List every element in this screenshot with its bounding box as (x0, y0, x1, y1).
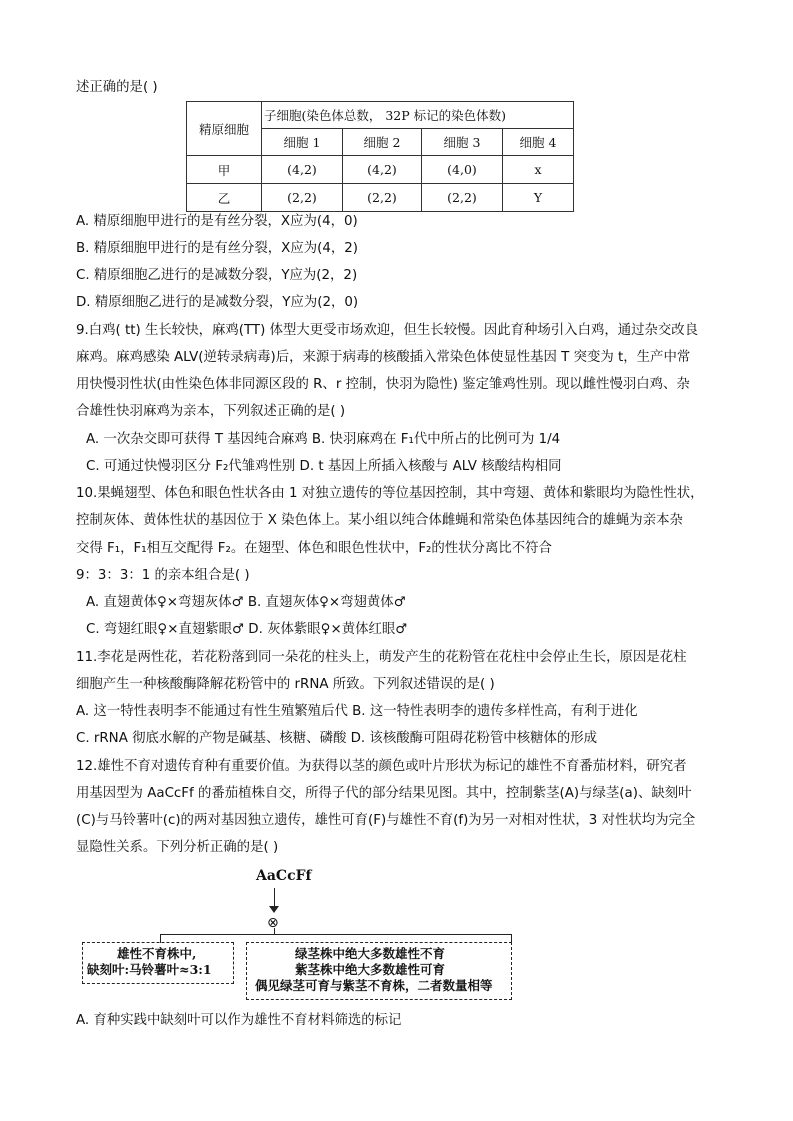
table-cell: (4,2) (343, 156, 422, 184)
table-col-header: 细胞 2 (343, 129, 422, 156)
table-col-header: 细胞 4 (503, 129, 574, 156)
table-cell: Y (503, 184, 574, 212)
box-line: 紫茎株中绝大多数雄性可育 (295, 962, 446, 977)
table-col-header: 细胞 1 (262, 129, 343, 156)
q10-stem-line: 10.果蝇翅型、体色和眼色性状各由 1 对独立遗传的等位基因控制，其中弯翅、黄体和紫眼均为隐性性状， (76, 486, 704, 501)
q10-options-cd: C. 弯翅红眼♀×直翅紫眼♂ D. 灰体紫眼♀×黄体红眼♂ (86, 622, 408, 637)
table-cell: (4,0) (422, 156, 503, 184)
q9-options-ab: A. 一次杂交即可获得 T 基因纯合麻鸡 B. 快羽麻鸡在 F₁代中所占的比例可为 1/4 (86, 432, 561, 447)
q11-stem-line: 11.李花是两性花，若花粉落到同一朵花的柱头上，萌发产生的花粉管在花柱中会停止生长，原因是花柱 (76, 650, 687, 665)
q8-option-a: A. 精原细胞甲进行的是有丝分裂，X应为(4，0) (76, 214, 358, 229)
table-row-label: 乙 (187, 184, 262, 212)
q11-options-ab: A. 这一特性表明李不能通过有性生殖繁殖后代 B. 这一特性表明李的遗传多样性高，有利于进化 (76, 704, 638, 719)
parent-genotype: AaCcFf (256, 868, 312, 884)
box-line: 绿茎株中绝大多数雄性不育 (295, 946, 446, 961)
table-cell: (4,2) (262, 156, 343, 184)
q9-stem-line: 用快慢羽性状(由性染色体非同源区段的 R、r 控制，快羽为隐性) 鉴定雏鸡性别。现以雌性慢羽白鸡、杂 (76, 377, 690, 392)
q8-option-d: D. 精原细胞乙进行的是减数分裂，Y应为(2，0) (76, 295, 359, 310)
q12-stem-line: 显隐性关系。下列分析正确的是( ) (76, 840, 279, 855)
box-line: 偶见绿茎可育与紫茎不育株，二者数量相等 (255, 978, 493, 993)
male-sterile-result-box (82, 942, 234, 984)
question-stem-continuation: 述正确的是( ) (76, 80, 158, 95)
arrow-down-icon (269, 906, 279, 913)
q10-stem-line: 9：3：3：1 的亲本组合是( ) (76, 568, 250, 583)
selfing-symbol: ⊗ (267, 915, 279, 931)
q12-stem-line: (C)与马铃薯叶(c)的两对基因独立遗传，雄性可育(F)与雄性不育(f)为另一对相对性状，3 对性状均为完全 (76, 813, 696, 828)
q11-options-cd: C. rRNA 彻底水解的产物是碱基、核糖、磷酸 D. 该核酸酶可阻碍花粉管中核糖体的形成 (76, 731, 598, 746)
q8-option-c: C. 精原细胞乙进行的是减数分裂，Y应为(2，2) (76, 268, 358, 283)
table-cell: x (503, 156, 574, 184)
box-line: 雄性不育株中, (117, 946, 197, 961)
q10-stem-line: 交得 F₁，F₁相互交配得 F₂。在翅型、体色和眼色性状中，F₂的性状分离比不符合 (76, 541, 552, 556)
table-cell: (2,2) (343, 184, 422, 212)
table-row-label: 甲 (187, 156, 262, 184)
q9-stem-line: 9.白鸡( tt) 生长较快，麻鸡(TT) 体型大更受市场欢迎，但生长较慢。因此育种场引入白鸡，通过杂交改良 (76, 323, 699, 338)
q12-option-a: A. 育种实践中缺刻叶可以作为雄性不育材料筛选的标记 (76, 1013, 402, 1028)
table-cell: (2,2) (422, 184, 503, 212)
table-cell: (2,2) (262, 184, 343, 212)
cell-data-table (186, 101, 574, 212)
q8-option-b: B. 精原细胞甲进行的是有丝分裂，X应为(4，2) (76, 241, 358, 256)
q9-stem-line: 合雄性快羽麻鸡为亲本，下列叙述正确的是( ) (76, 404, 346, 419)
q10-stem-line: 控制灰体、黄体性状的基因位于 X 染色体上。某小组以纯合体雌蝇和常染色体基因纯合的雄蝇为亲本杂 (76, 513, 683, 528)
cross-diagram (80, 868, 510, 1003)
q12-stem-line: 用基因型为 AaCcFf 的番茄植株自交，所得子代的部分结果见图。其中，控制紫茎(A)与绿茎(a)、缺刻叶 (76, 786, 692, 801)
table-corner-header: 精原细胞 (187, 102, 262, 156)
box-line: 缺刻叶:马铃薯叶≈3:1 (87, 962, 212, 977)
q12-stem-line: 12.雄性不育对遗传育种有重要价值。为获得以茎的颜色或叶片形状为标记的雄性不育番茄材料，研究者 (76, 759, 687, 774)
table-col-header: 细胞 3 (422, 129, 503, 156)
q9-options-cd: C. 可通过快慢羽区分 F₂代雏鸡性别 D. t 基因上所插入核酸与 ALV 核酸结构相同 (86, 459, 562, 474)
q10-options-ab: A. 直翅黄体♀×弯翅灰体♂ B. 直翅灰体♀×弯翅黄体♂ (86, 595, 406, 610)
table-span-header: 子细胞(染色体总数， 32P 标记的染色体数) (262, 102, 574, 129)
stem-color-result-box (246, 942, 512, 1000)
bracket-horizontal (160, 934, 512, 935)
q11-stem-line: 细胞产生一种核酸酶降解花粉管中的 rRNA 所致。下列叙述错误的是( ) (76, 677, 495, 692)
q9-stem-line: 麻鸡。麻鸡感染 ALV(逆转录病毒)后，来源于病毒的核酸插入常染色体使显性基因 T 突变为 t，生产中常 (76, 350, 691, 365)
